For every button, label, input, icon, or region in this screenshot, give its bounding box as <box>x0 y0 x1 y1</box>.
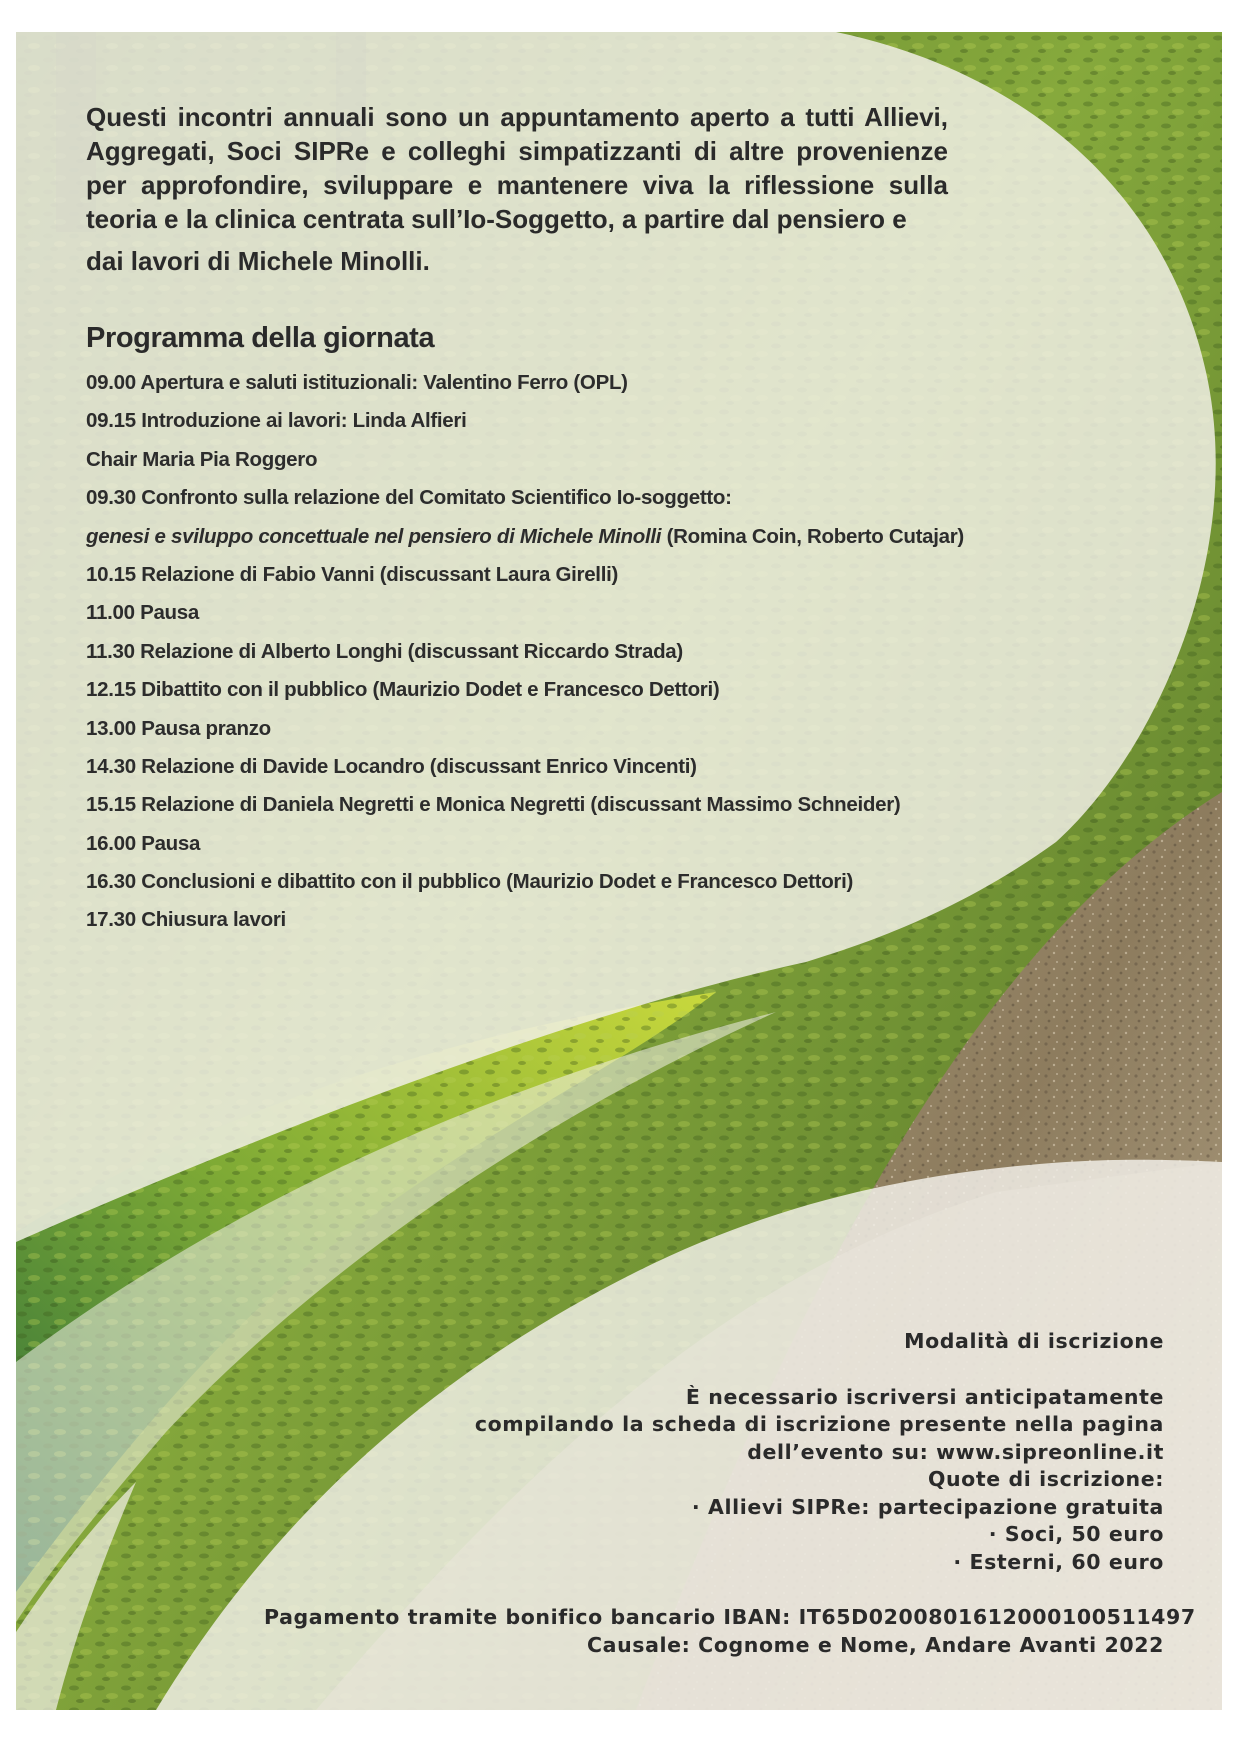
schedule-item: 16.30 Conclusioni e dibattito con il pubblico (Maurizio Dodet e Francesco Dettori) <box>86 870 854 894</box>
registration-website: dell’evento su: www.sipreonline.it <box>747 1439 1164 1464</box>
program-schedule <box>86 364 1136 940</box>
schedule-item: 14.30 Relazione di Davide Locandro (discussant Enrico Vincenti) <box>86 754 697 778</box>
schedule-item: 17.30 Chiusura lavori <box>86 908 286 932</box>
fee-allievi: · Allievi SIPRe: partecipazione gratuita <box>691 1494 1164 1519</box>
schedule-item: 11.30 Relazione di Alberto Longhi (discussant Riccardo Strada) <box>86 639 683 663</box>
intro-paragraph <box>86 100 948 278</box>
fee-soci: · Soci, 50 euro <box>988 1522 1164 1546</box>
schedule-item: 10.15 Relazione di Fabio Vanni (discussant Laura Girelli) <box>86 562 619 586</box>
schedule-item: 09.00 Apertura e saluti istituzionali: Valentino Ferro (OPL) <box>86 371 628 394</box>
intro-body: Questi incontri annuali sono un appuntamento aperto a tutti Allievi, Aggregati, Soci SIPRe e colleghi simpatizzanti di altre provenienze per approfondire, sviluppare e mantenere viva la riflessione sulla teoria e la clinica centrata sull’Io-Soggetto, a partire dal pensiero e <box>86 102 948 234</box>
payment-iban: Pagamento tramite bonifico bancario IBAN: IT65D0200801612000100511497 <box>264 1605 1196 1629</box>
schedule-item: 09.15 Introduzione ai lavori: Linda Alfieri <box>86 409 467 433</box>
spacer <box>264 1576 1164 1604</box>
fees-title: Quote di iscrizione: <box>927 1467 1164 1491</box>
schedule-item: genesi e sviluppo concettuale nel pensiero di Michele Minolli (Romina Coin, Roberto Cutajar) <box>86 524 964 548</box>
schedule-item: 12.15 Dibattito con il pubblico (Maurizio Dodet e Francesco Dettori) <box>86 678 720 702</box>
registration-title: Modalità di iscrizione <box>904 1329 1164 1353</box>
program-title: Programma della giornata <box>86 322 435 354</box>
registration-line-2: compilando la scheda di iscrizione presente nella pagina <box>474 1412 1164 1436</box>
intro-last-line: dai lavori di Michele Minolli. <box>86 246 430 276</box>
schedule-item: 15.15 Relazione di Daniela Negretti e Monica Negretti (discussant Massimo Schneider) <box>86 793 901 817</box>
schedule-item: 16.00 Pausa <box>86 831 201 855</box>
schedule-item: 13.00 Pausa pranzo <box>86 716 271 740</box>
payment-causale: Causale: Cognome e Nome, Andare Avanti 2022 <box>587 1632 1164 1657</box>
schedule-item: 09.30 Confronto sulla relazione del Comitato Scientifico Io-soggetto: <box>86 486 732 510</box>
schedule-item: Chair Maria Pia Roggero <box>86 447 318 471</box>
registration-info <box>264 1328 1196 1659</box>
fee-esterni: · Esterni, 60 euro <box>953 1549 1164 1574</box>
schedule-item: 11.00 Pausa <box>86 601 199 625</box>
registration-line-1: È necessario iscriversi anticipatamente <box>685 1384 1164 1409</box>
